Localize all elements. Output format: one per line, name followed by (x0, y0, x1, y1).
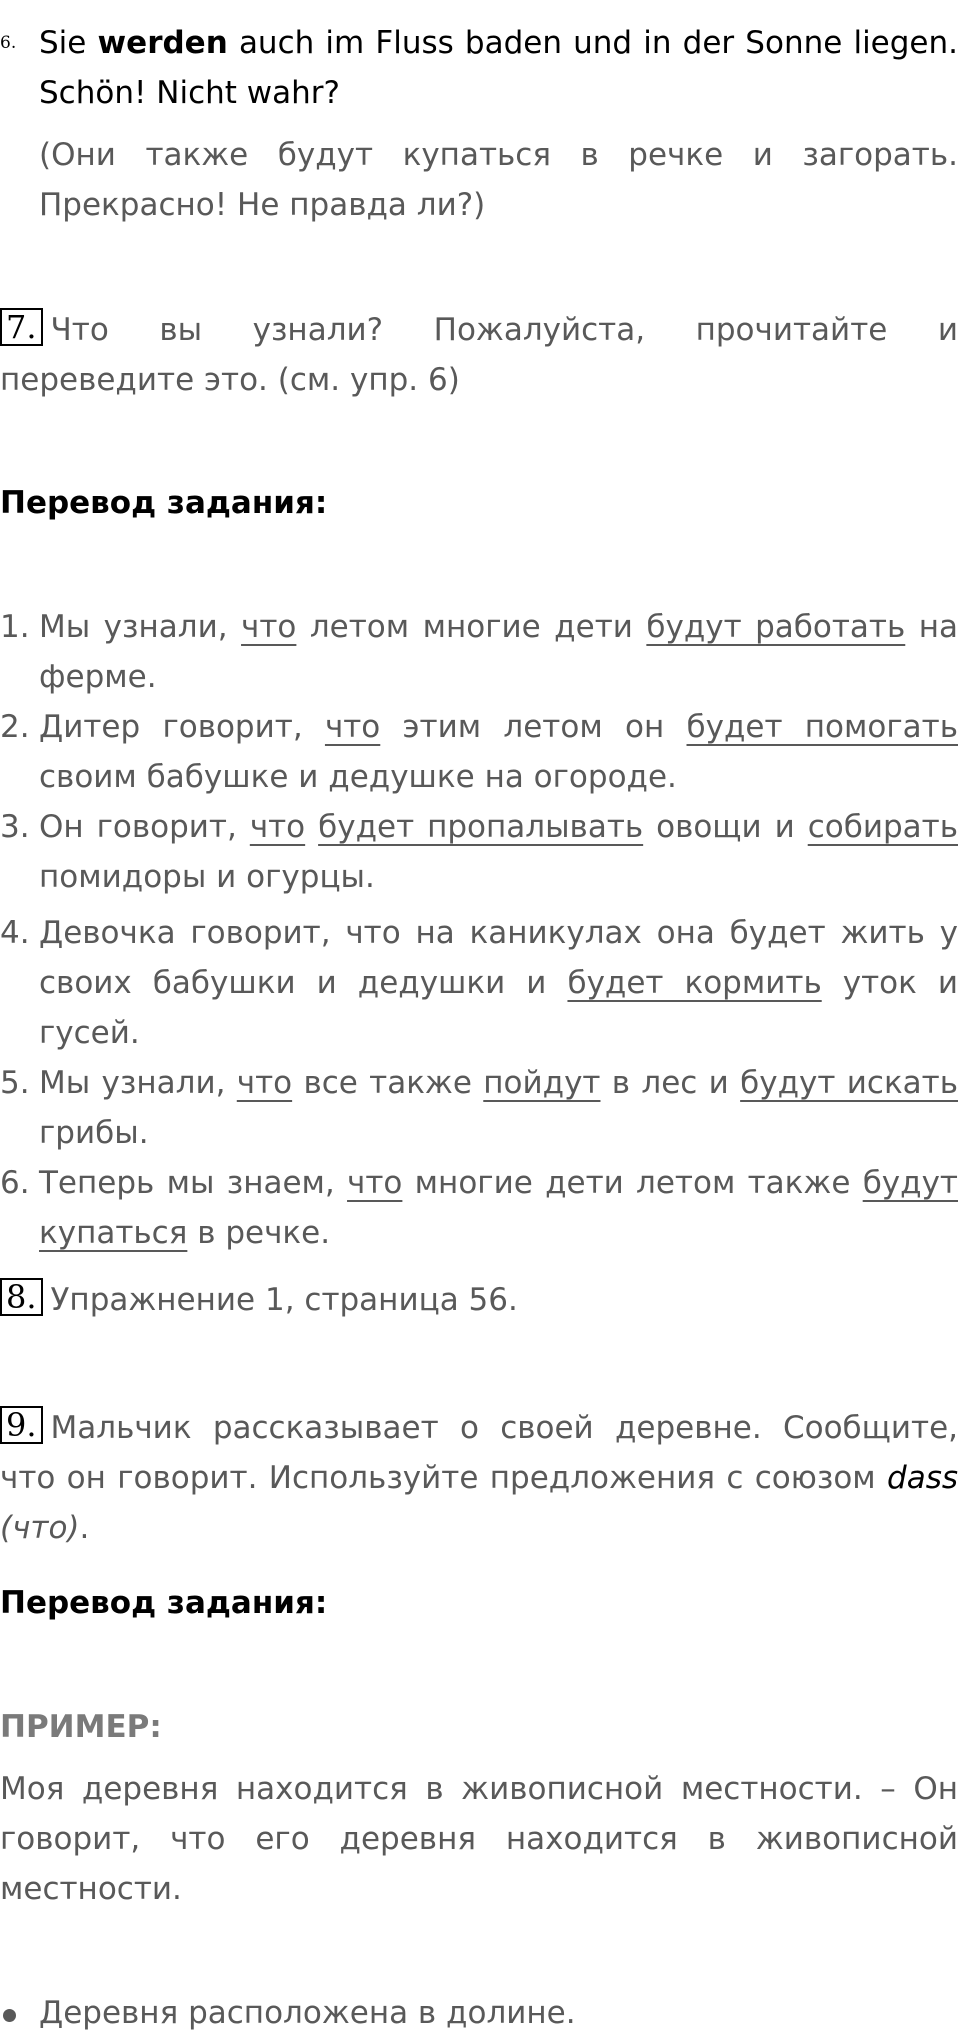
task-7-text: Что вы узнали? Пожалуйста, прочитайте и переведите это. (см. упр. 6) (0, 312, 958, 398)
list-item: 5. Мы узнали, что все также пойдут в лес и будут искать грибы. (0, 1065, 958, 1151)
task-7 (0, 305, 958, 405)
task-9-number: 9. (0, 1406, 43, 1444)
task-8-text: Упражнение 1, страница 56. (50, 1282, 518, 1318)
example-text: Моя деревня находится в живописной местности. – Он говорит, что его деревня находится в живописной местности. (0, 1771, 958, 1907)
list-item: 4. Девочка говорит, что на каникулах она будет жить у своих бабушки и дедушки и будет кормить уток и гусей. (0, 915, 958, 1051)
translation-list (0, 602, 958, 1258)
task-8-number: 8. (0, 1278, 43, 1316)
sentence-6-translation: (Они также будут купаться в речке и загорать. Прекрасно! Не правда ли?) (39, 137, 958, 223)
sentence-6 (0, 18, 958, 118)
task-9: 9. Мальчик рассказывает о своей деревне. Сообщите, что он говорит. Используйте предложения с союзом dass (что). (0, 1406, 958, 1546)
german-word-dass: dass (887, 1460, 958, 1496)
bold-word-werden: werden (97, 25, 228, 61)
list-item: 1. Мы узнали, что летом многие дети будут работать на ферме. (0, 609, 958, 695)
translation-heading-1: Перевод задания: (0, 485, 328, 521)
list-item: 3. Он говорит, что будет пропалывать овощи и собирать помидоры и огурцы. (0, 809, 958, 895)
sentence-6-text: Sie werden auch im Fluss baden und in der Sonne liegen. Schön! Nicht wahr? (39, 25, 959, 111)
bullet-icon (3, 2009, 16, 2022)
bullet-list-item: Деревня расположена в долине. (0, 1988, 958, 2038)
sentence-6-number: 6. (0, 33, 17, 53)
translation-heading-2: Перевод задания: (0, 1585, 328, 1621)
task-7-number: 7. (0, 308, 43, 346)
example-heading: ПРИМЕР: (0, 1709, 162, 1745)
task-8 (0, 1275, 958, 1325)
list-item: 6. Теперь мы знаем, что многие дети летом также будут купаться в речке. (0, 1165, 958, 1251)
list-item: 2. Дитер говорит, что этим летом он будет помогать своим бабушке и дедушке на огороде. (0, 709, 958, 795)
